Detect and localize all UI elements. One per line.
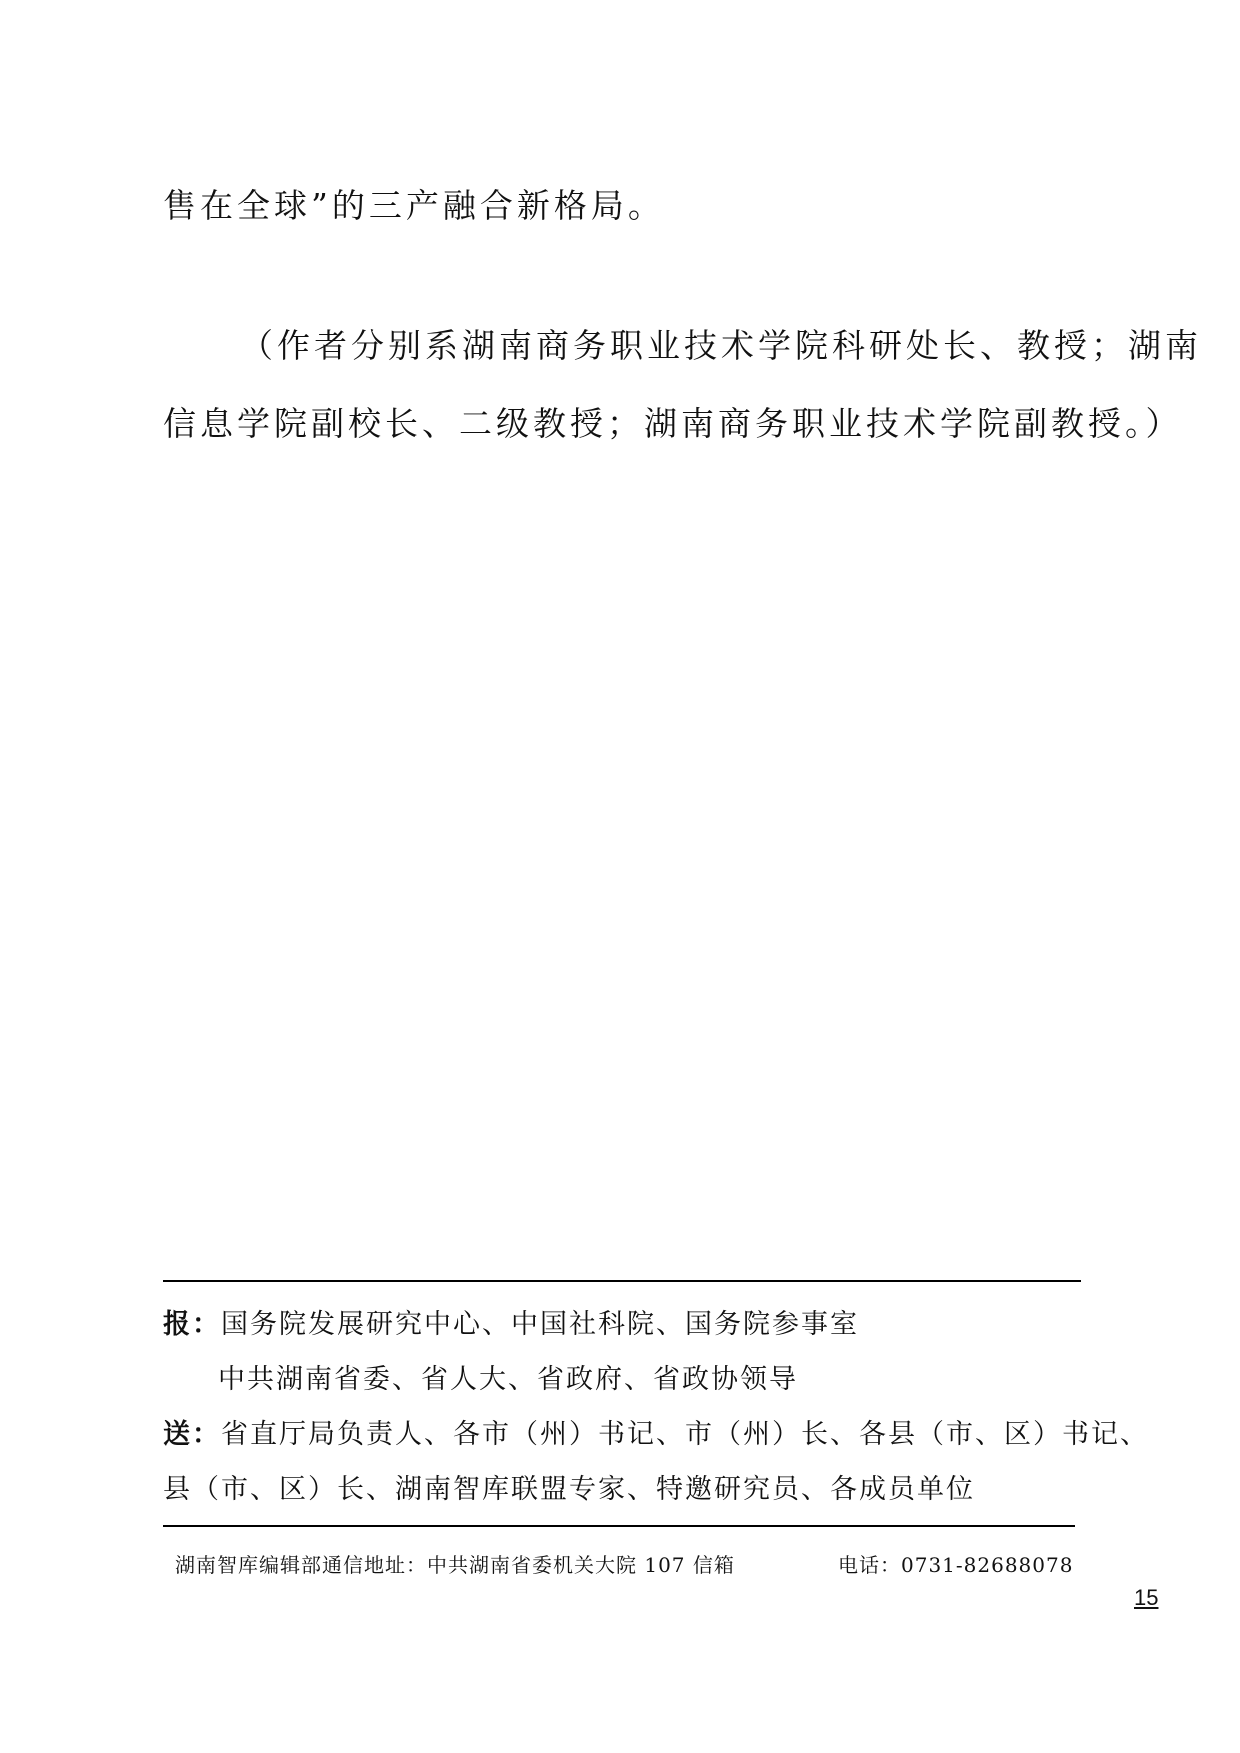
report-line-1: [163, 1302, 859, 1341]
author-note-line-1: （作者分别系湖南商务职业技术学院科研处长、教授；湖南: [240, 326, 1202, 365]
page-number: 15: [1134, 1585, 1159, 1610]
send-label: 送：: [163, 1419, 221, 1450]
report-recipients-2: 中共湖南省委、省人大、省政府、省政协领导: [218, 1364, 798, 1395]
bottom-divider: [163, 1525, 1075, 1527]
author-note-line-2: 信息学院副校长、二级教授；湖南商务职业技术学院副教授。）: [163, 404, 1183, 443]
send-recipients-1: 省直厅局负责人、各市（州）书记、市（州）长、各县（市、区）书记、: [221, 1419, 1149, 1450]
top-divider: [163, 1280, 1081, 1282]
editorial-phone: 电话：0731-82688078: [838, 1553, 1074, 1577]
paragraph-ending: 售在全球”的三产融合新格局。: [163, 186, 665, 225]
editorial-address: 湖南智库编辑部通信地址：中共湖南省委机关大院 107 信箱: [175, 1553, 735, 1577]
send-recipients-2: 县（市、区）长、湖南智库联盟专家、特邀研究员、各成员单位: [163, 1474, 975, 1505]
report-label: 报：: [163, 1309, 221, 1340]
report-recipients-1: 国务院发展研究中心、中国社科院、国务院参事室: [221, 1309, 859, 1340]
send-line-1: [163, 1412, 1149, 1451]
